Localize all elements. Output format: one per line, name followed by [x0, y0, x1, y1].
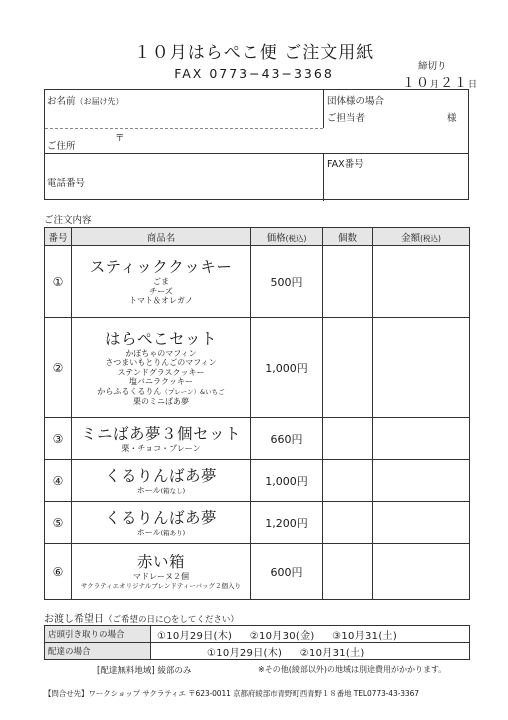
product-name: スティッククッキー: [89, 258, 233, 277]
contact-label: ご担当者: [327, 113, 366, 124]
amount-cell[interactable]: [373, 246, 470, 318]
name-label: お名前（お届け先）: [47, 96, 124, 107]
item-number: ②: [45, 318, 72, 418]
amount-cell[interactable]: [373, 418, 470, 460]
deadline-date: １０月２１日: [402, 76, 479, 91]
item-price: 660円: [251, 418, 323, 460]
col-no: 番号: [45, 228, 72, 246]
delivery-options: [151, 643, 470, 660]
qty-cell[interactable]: [323, 460, 373, 502]
form-title: １０月はらぺこ便 ご注文用紙: [133, 43, 375, 63]
customer-info-box: [44, 89, 469, 200]
qty-cell[interactable]: [323, 544, 373, 600]
product-name: ミニばあ夢３個セット: [80, 424, 241, 443]
pickup-option-2[interactable]: ②10月30(金): [249, 630, 315, 642]
contact-footer: 【問合せ先】ワークショップ サクラティエ 〒623-0011 京都府綾部市青野町西青野１８番地 TEL0773-43-3367: [44, 689, 419, 698]
table-row: [45, 502, 470, 544]
item-number: ④: [45, 460, 72, 502]
amount-cell[interactable]: [373, 460, 470, 502]
delivery-option-2[interactable]: ②10月31(土): [299, 647, 365, 659]
item-number: ③: [45, 418, 72, 460]
fax-label: FAX番号: [327, 159, 364, 170]
product-detail: からふるくるりん（プレーン）&いちご: [97, 387, 225, 397]
qty-cell[interactable]: [323, 418, 373, 460]
item-number: ⑥: [45, 544, 72, 600]
phone-label: 電話番号: [47, 178, 86, 189]
item-product: [72, 246, 251, 318]
item-product: [72, 460, 251, 502]
order-table: [44, 227, 470, 600]
address-label: ご住所: [47, 141, 76, 152]
item-number: ⑤: [45, 502, 72, 544]
item-price: 500円: [251, 246, 323, 318]
product-detail: ホール(箱あり): [136, 527, 186, 537]
delivery-row: [45, 643, 470, 660]
delivery-option-1[interactable]: ①10月29日(木): [207, 647, 283, 659]
col-product: 商品名: [72, 228, 251, 246]
group-label: 団体様の場合: [327, 96, 385, 107]
delivery-label: 配達の場合: [45, 643, 151, 660]
pickup-options: [151, 626, 470, 643]
product-detail: 塩バニラクッキー: [129, 377, 193, 387]
table-row: [45, 418, 470, 460]
pickup-option-3[interactable]: ③10月31(土): [332, 630, 398, 642]
free-delivery-area: [配達無料地域] 綾部のみ: [97, 666, 192, 676]
col-qty: 個数: [323, 228, 373, 246]
item-price: 1,200円: [251, 502, 323, 544]
qty-cell[interactable]: [323, 318, 373, 418]
order-header-row: [45, 228, 470, 246]
product-detail: さつまいもとりんごのマフィン: [105, 358, 217, 368]
table-row: [45, 460, 470, 502]
product-detail: ごま: [153, 277, 169, 287]
pickup-label: 店頭引き取りの場合: [45, 626, 151, 643]
order-section-title: ご注文内容: [44, 215, 92, 226]
table-row: [45, 318, 470, 418]
amount-cell[interactable]: [373, 502, 470, 544]
product-name: はらぺこセット: [104, 329, 217, 348]
item-number: ①: [45, 246, 72, 318]
product-detail: 栗・チョコ・プレーン: [121, 443, 201, 453]
product-detail: トマト＆オレガノ: [129, 296, 193, 306]
amount-cell[interactable]: [373, 544, 470, 600]
pickup-row: [45, 626, 470, 643]
item-price: 600円: [251, 544, 323, 600]
fax-number: FAX 0773−43−3368: [174, 66, 334, 81]
receive-date-table: [44, 625, 470, 660]
col-price: 価格(税込): [251, 228, 323, 246]
product-detail: ホール(箱なし): [136, 485, 186, 495]
deadline-label: 締切り: [418, 61, 447, 72]
product-detail: チーズ: [149, 286, 173, 296]
item-product: [72, 418, 251, 460]
item-product: [72, 318, 251, 418]
product-detail: かぼちゃのマフィン: [125, 348, 197, 358]
product-detail: マドレーヌ２個: [133, 571, 189, 581]
receive-date-title: お渡し希望日（ご希望の日に○をしてください）: [44, 614, 239, 625]
col-amount: 金額(税込): [373, 228, 470, 246]
product-detail: サクラティエオリジナルブレンドティーバッグ２個入り: [80, 582, 242, 591]
product-name: くるりんばあ夢: [104, 508, 217, 527]
amount-cell[interactable]: [373, 318, 470, 418]
postal-mark: 〒: [115, 133, 125, 144]
customer-row-top: [45, 90, 468, 154]
product-detail: 栗のミニばあ夢: [133, 396, 189, 406]
sama-label: 様: [447, 113, 457, 124]
product-name: 赤い箱: [136, 552, 185, 571]
item-product: [72, 544, 251, 600]
item-price: 1,000円: [251, 318, 323, 418]
customer-row-bottom: [45, 154, 468, 201]
item-product: [72, 502, 251, 544]
product-detail: ステンドグラスクッキー: [117, 367, 205, 377]
table-row: [45, 544, 470, 600]
delivery-fee-note: ※その他(綾部以外)の地域は別途費用がかかります。: [258, 665, 447, 674]
product-name: くるりんばあ夢: [104, 466, 217, 485]
qty-cell[interactable]: [323, 246, 373, 318]
item-price: 1,000円: [251, 460, 323, 502]
pickup-option-1[interactable]: ①10月29日(木): [157, 630, 233, 642]
table-row: [45, 246, 470, 318]
qty-cell[interactable]: [323, 502, 373, 544]
